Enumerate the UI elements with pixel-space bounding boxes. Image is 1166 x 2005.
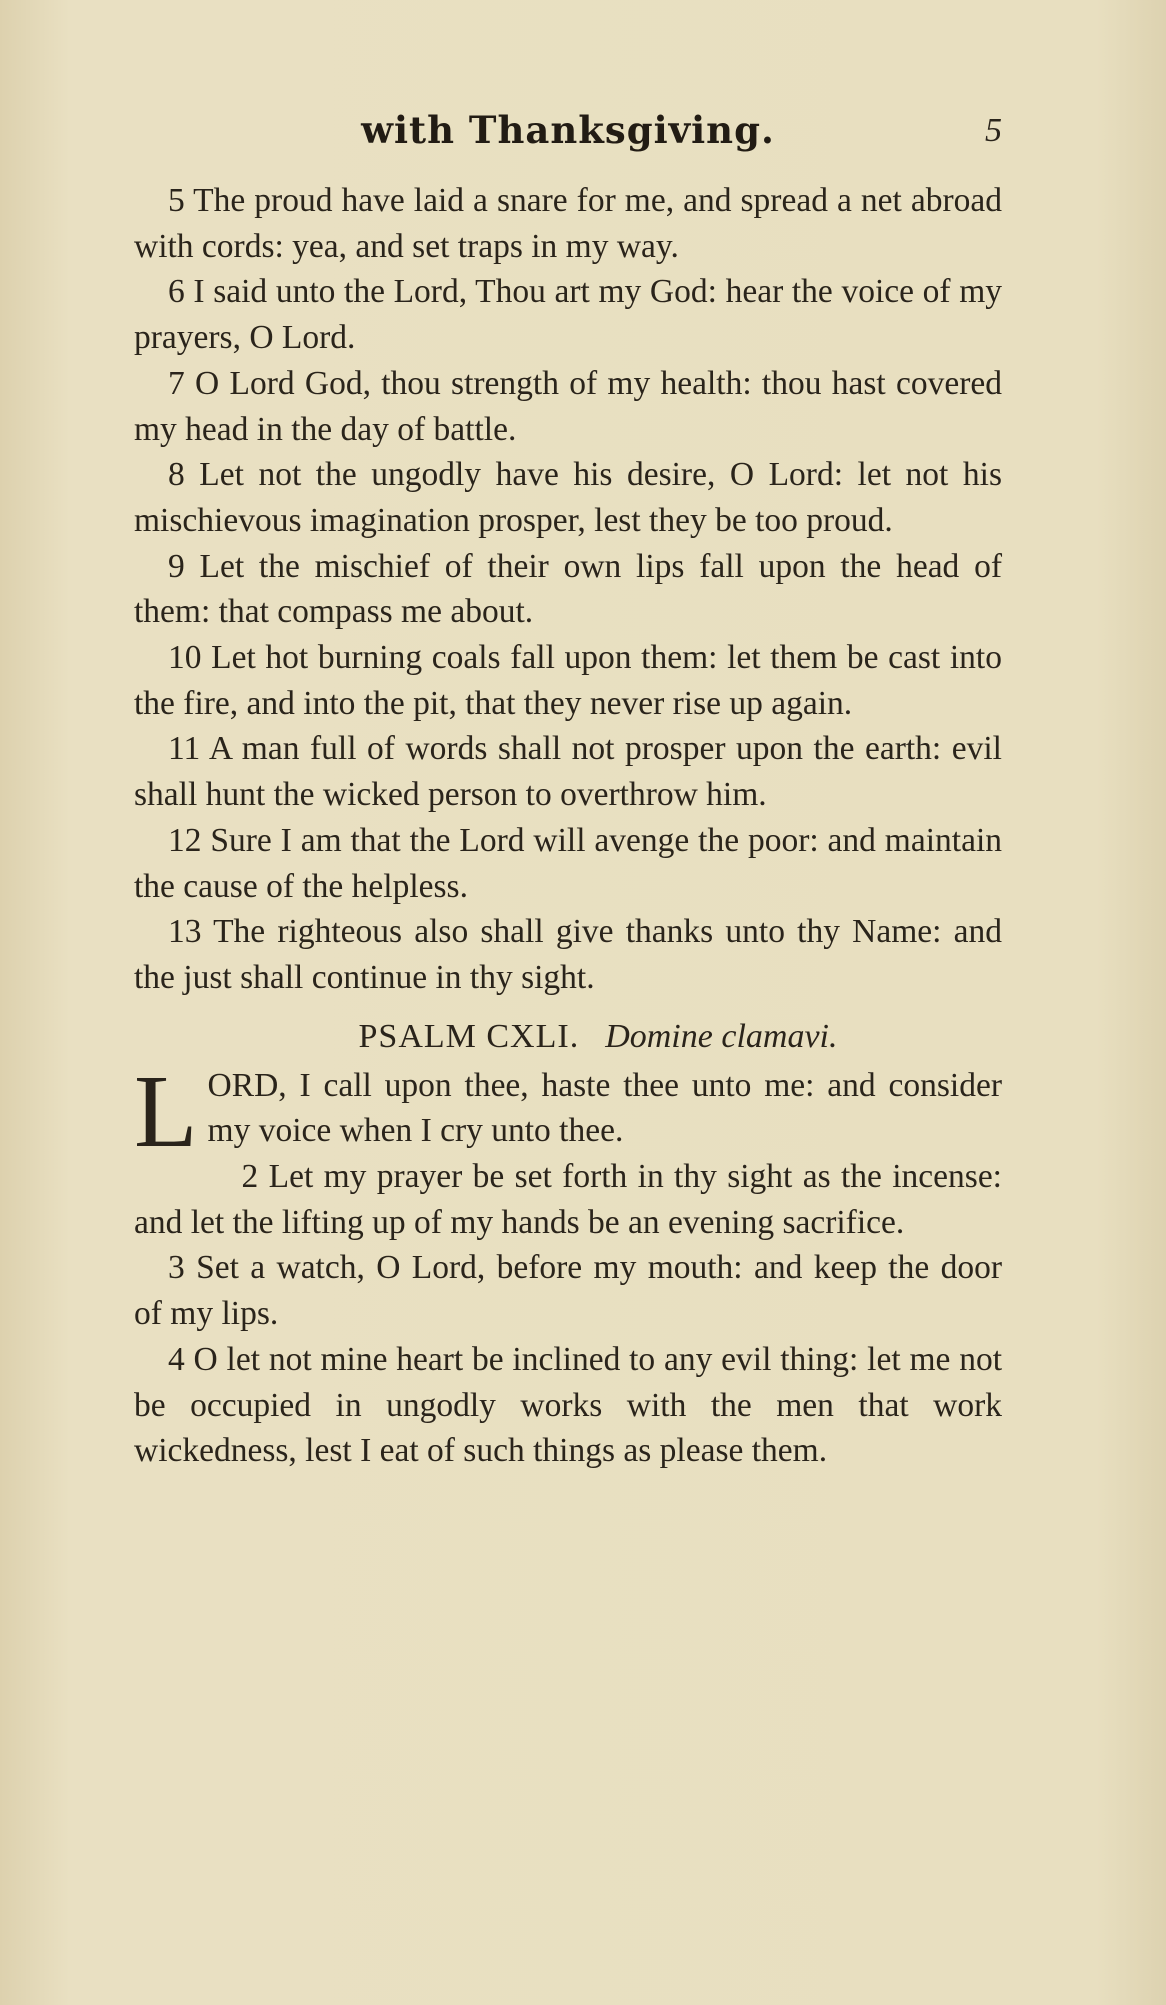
verse: 9 Let the mischief of their own lips fall upon the head of them: that compass me about. [134, 547, 1002, 631]
verse: 2 Let my prayer be set forth in thy sight as the incense: and let the lifting up of my hands be an evening sacrifice. [134, 1158, 1002, 1241]
verse: 13 The righteous also shall give thanks unto thy Name: and the just shall continue in thy sight. [134, 913, 1002, 996]
verse: 5 The proud have laid a snare for me, and spread a net abroad with cords: yea, and set traps in my way. [134, 182, 1002, 265]
first-verse-text: ORD, I call upon thee, haste thee unto me: and consider my voice when I cry unto thee. [207, 1066, 1002, 1150]
verse: 6 I said unto the Lord, Thou art my God: hear the voice of my prayers, O Lord. [134, 273, 1002, 357]
verse: 11 A man full of words shall not prosper upon the earth: evil shall hunt the wicked person to overthrow him. [134, 730, 1002, 814]
verse: 4 O let not mine heart be inclined to any evil thing: let me not be occupied in ungodly works with the men that work wickedness, lest I eat of such things as please them. [134, 1340, 1002, 1470]
verse: 7 O Lord God, thou strength of my health: thou hast covered my head in the day of battle. [134, 364, 1002, 448]
psalm-heading [134, 1015, 1002, 1059]
drop-cap: L [134, 1053, 198, 1169]
verse: 3 Set a watch, O Lord, before my mouth: and keep the door of my lips. [134, 1249, 1002, 1333]
psalm-first-verse [134, 1053, 1002, 1169]
page-header [134, 108, 1002, 168]
verse: 8 Let not the ungodly have his desire, O Lord: let not his mischievous imagination prosper, lest they be too proud. [134, 456, 1002, 539]
page-number: 5 [985, 112, 1002, 149]
psalm-latin-title: Domine clamavi. [605, 1017, 838, 1055]
psalm-text [134, 178, 1002, 1474]
psalm-number: PSALM CXLI. [358, 1017, 580, 1055]
running-title: with Thanksgiving. [361, 108, 775, 152]
verse: 12 Sure I am that the Lord will avenge the poor: and maintain the cause of the helpless. [134, 821, 1002, 905]
verse: 10 Let hot burning coals fall upon them: let them be cast into the fire, and into the pit, that they never rise up again. [134, 639, 1002, 722]
